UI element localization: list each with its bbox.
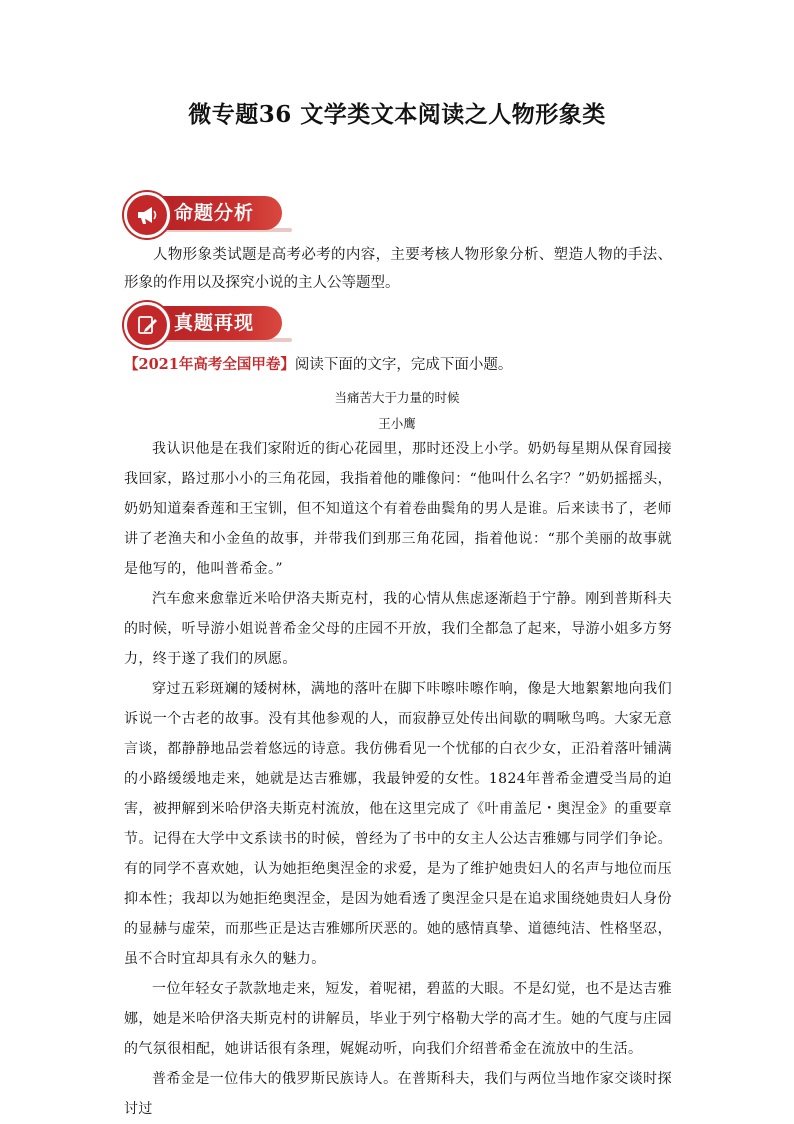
section-header-analysis xyxy=(124,192,282,236)
question-line xyxy=(124,352,672,378)
article-paragraph: 一位年轻女子款款地走来，短发，着呢裙，碧蓝的大眼。不是幻觉，也不是达吉雅娜，她是米哈伊洛夫斯克村的讲解员，毕业于列宁格勒大学的高才生。她的气度与庄园的气氛很相配，她讲话很有条理，娓娓动听，向我们介绍普希金在流放中的生活。 xyxy=(124,981,672,1057)
section-label-analysis: 命题分析 xyxy=(174,202,255,224)
section-header-real xyxy=(124,302,282,346)
section-label-real: 真题再现 xyxy=(174,312,255,334)
page-title: 微专题36 文学类文本阅读之人物形象类 xyxy=(188,101,606,128)
article-paragraph: 我认识他是在我们家附近的街心花园里，那时还没上小学。奶奶每星期从保育园接我回家，路过那小小的三角花园，我指着他的雕像问：“他叫什么名字？”奶奶摇摇头，奶奶知道秦香莲和王宝钏，但不知道这个有着卷曲鬓角的男人是谁。后来读书了，老师讲了老渔夫和小金鱼的故事，并带我们到那三角花园，指着他说：“那个美丽的故事就是他写的，他叫普希金。” xyxy=(124,441,672,577)
article-body xyxy=(124,434,672,1124)
question-source: 【2021年高考全国甲卷】 xyxy=(124,356,295,373)
article-author: 王小鹰 xyxy=(378,416,416,431)
pencil-note-icon xyxy=(124,302,170,348)
article-paragraph: 穿过五彩斑斓的矮树林，满地的落叶在脚下咔嚓咔嚓作响，像是大地絮絮地向我们诉说一个古老的故事。没有其他参观的人，而寂静豆处传出间歇的啁啾鸟鸣。大家无意言谈，都静静地品尝着悠远的诗意。我仿佛看见一个忧郁的白衣少女，正沿着落叶铺满的小路缓缓地走来，她就是达吉雅娜，我最钟爱的女性。1824年普希金遭受当局的迫害，被押解到米哈伊洛夫斯克村流放，他在这里完成了《叶甫盖尼・奥涅金》的重要章节。记得在大学中文系读书的时候，曾经为了书中的女主人公达吉雅娜与同学们争论。有的同学不喜欢她，认为她拒绝奥涅金的求爱，是为了维护她贵妇人的名声与地位而压抑本性；我却以为她拒绝奥涅金，是因为她看透了奥涅金只是在追求围绕她贵妇人身份的显赫与虚荣，而那些正是达吉雅娜所厌恶的。她的感情真挚、道德纯洁、性格坚忍，虽不合时宜却具有永久的魅力。 xyxy=(124,681,672,967)
article-paragraph: 汽车愈来愈靠近米哈伊洛夫斯克村，我的心情从焦虑逐渐趋于宁静。刚到普斯科夫的时候，听导游小姐说普希金父母的庄园不开放，我们全都急了起来，导游小姐多方努力，终于遂了我们的夙愿。 xyxy=(124,591,672,667)
analysis-paragraph: 人物形象类试题是高考必考的内容，主要考核人物形象分析、塑造人物的手法、形象的作用以及探究小说的主人公等题型。 xyxy=(124,247,672,291)
question-instruction: 阅读下面的文字，完成下面小题。 xyxy=(294,357,513,373)
article-title: 当痛苦大于力量的时候 xyxy=(334,390,460,405)
megaphone-icon xyxy=(124,192,170,238)
article-paragraph: 普希金是一位伟大的俄罗斯民族诗人。在普斯科夫，我们与两位当地作家交谈时探讨过 xyxy=(124,1071,672,1117)
